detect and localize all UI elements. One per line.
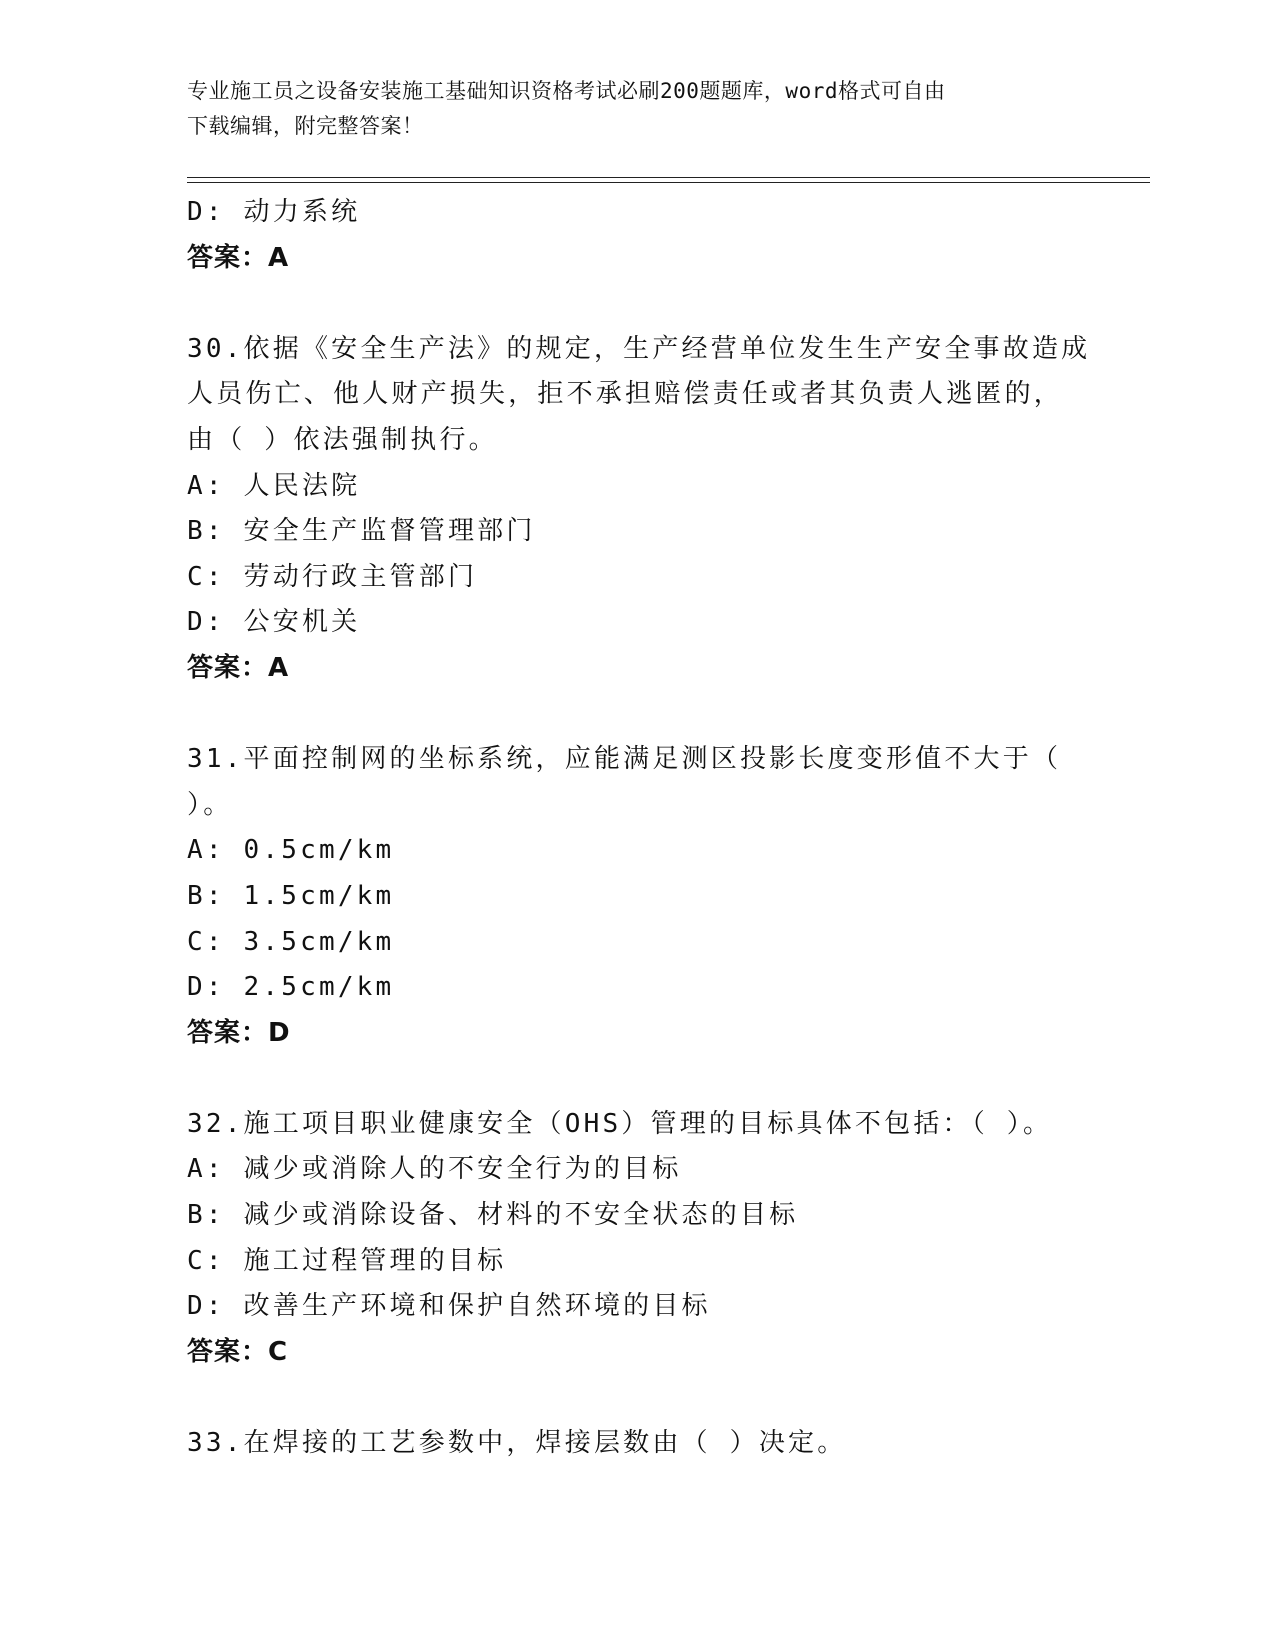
option-c: C: 劳动行政主管部门	[187, 561, 478, 592]
option-d: D: 改善生产环境和保护自然环境的目标	[187, 1291, 711, 1322]
option-b: B: 减少或消除设备、材料的不安全状态的目标	[187, 1200, 799, 1231]
question-stem-line: 31.平面控制网的坐标系统，应能满足测区投影长度变形值不大于（	[187, 744, 1062, 775]
question-29-tail	[187, 190, 1087, 281]
header-title-line-2: 下载编辑，附完整答案！	[187, 114, 424, 138]
spacer	[187, 281, 1087, 327]
header-rule-top	[187, 177, 1150, 178]
question-stem-line: 人员伤亡、他人财产损失，拒不承担赔偿责任或者其负责人逃匿的，	[187, 379, 1064, 410]
option-d: D: 公安机关	[187, 607, 361, 638]
question-32	[187, 1102, 1087, 1376]
question-stem-line: 32.施工项目职业健康安全（OHS）管理的目标具体不包括：（ ）。	[187, 1108, 1053, 1139]
question-stem-line: 33.在焊接的工艺参数中，焊接层数由（ ）决定。	[187, 1428, 847, 1459]
question-33	[187, 1421, 1087, 1467]
header-title-line-1: 专业施工员之设备安装施工基础知识资格考试必刷200题题库，word格式可自由	[187, 79, 946, 103]
spacer	[187, 692, 1087, 738]
question-stem-line: ）。	[187, 789, 233, 820]
option-a: A: 人民法院	[187, 470, 361, 501]
question-stem-line: 30.依据《安全生产法》的规定，生产经营单位发生生产安全事故造成	[187, 333, 1091, 364]
answer-label: 答案：A	[187, 242, 290, 273]
question-list	[187, 190, 1091, 1467]
spacer	[187, 1375, 1087, 1421]
header-rule-bottom	[187, 182, 1150, 183]
option-a: A: 0.5cm/km	[187, 835, 395, 866]
option-c: C: 施工过程管理的目标	[187, 1245, 507, 1276]
page-header	[187, 74, 1067, 144]
option-c: C: 3.5cm/km	[187, 926, 395, 957]
question-31	[187, 737, 1087, 1056]
question-stem-line: 由（ ）依法强制执行。	[187, 424, 498, 455]
spacer	[187, 1056, 1087, 1102]
answer-label: 答案：C	[187, 1336, 289, 1367]
option-d: D: 2.5cm/km	[187, 972, 395, 1003]
answer-label: 答案：D	[187, 1017, 291, 1048]
question-30	[187, 327, 1091, 692]
option-b: B: 安全生产监督管理部门	[187, 516, 536, 547]
answer-label: 答案：A	[187, 652, 290, 683]
option-a: A: 减少或消除人的不安全行为的目标	[187, 1154, 682, 1185]
option-b: B: 1.5cm/km	[187, 880, 395, 911]
option-d: D: 动力系统	[187, 197, 361, 227]
